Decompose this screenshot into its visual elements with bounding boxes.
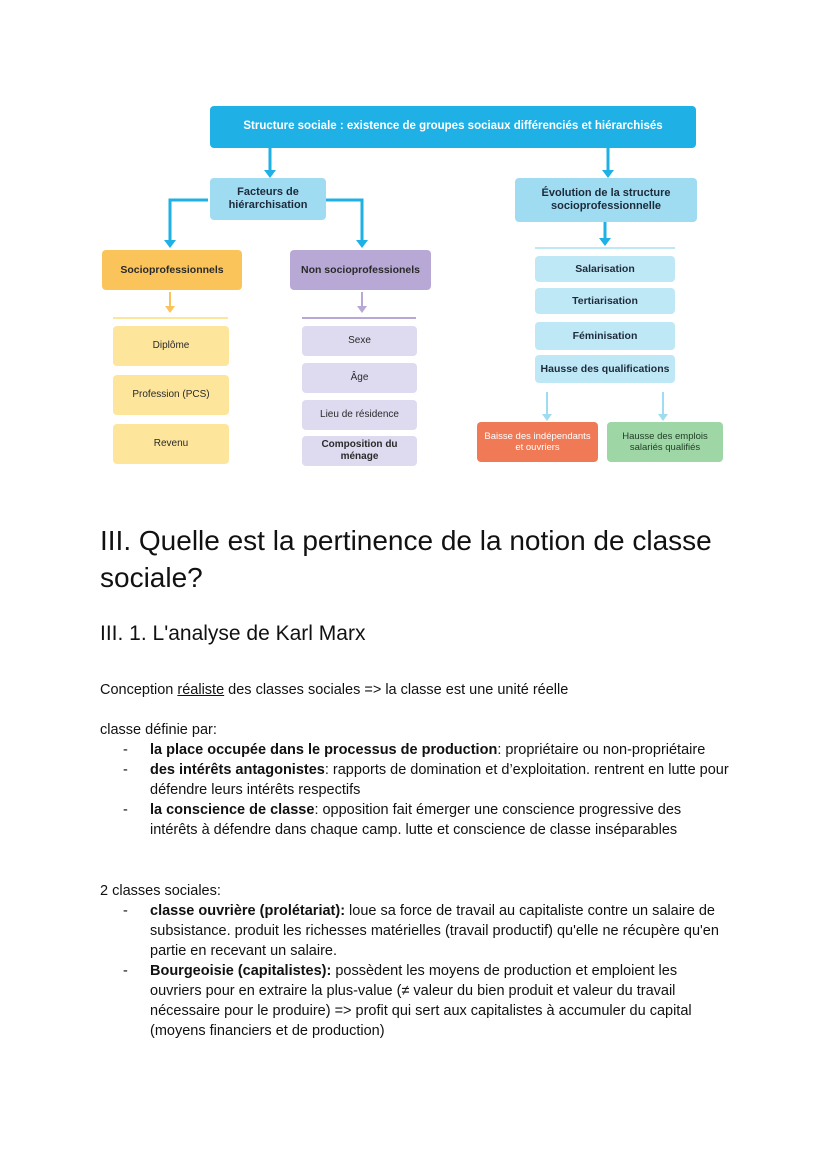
diagram-title: Structure sociale : existence de groupes sociaux différenciés et hiérarchisés <box>210 106 696 148</box>
hausse-line1: Hausse des emplois <box>622 430 708 442</box>
item-text: loue sa force de travail au capitaliste contre un salaire de subsistance. produit les richesses matérielles (travail productif) qu'elle ne récupère qu'en partie en recevant un salaire. <box>150 903 719 959</box>
list-marker: - <box>123 903 128 919</box>
list-marker: - <box>123 762 128 778</box>
facteurs-line1: Facteurs de <box>237 185 299 198</box>
conception-paragraph <box>100 680 568 700</box>
section-heading: III. Quelle est la pertinence de la notion de classe sociale? <box>100 525 712 593</box>
nonsocio-item-composition: Composition du ménage <box>302 436 417 466</box>
evolution-item-qualifications: Hausse des qualifications <box>535 355 675 383</box>
classe-definie-list <box>120 740 732 840</box>
facteurs-line2: hiérarchisation <box>228 199 308 211</box>
arrow-facteurs-to-nonsocio <box>325 200 362 242</box>
list-item <box>120 760 732 800</box>
subsection-heading: III. 1. L'analyse de Karl Marx <box>100 622 366 645</box>
conception-after: des classes sociales => la classe est une unité réelle <box>224 682 569 698</box>
evolution-box <box>515 178 697 222</box>
item-text: possèdent les moyens de production et emploient les ouvriers pour en extraire la plus-value (≠ valeur du bien produit et valeur du travail nécessaire pour le produire) => profit qui sert aux capitalistes à accumuler du capital (moyens financiers et de production) <box>150 963 692 1039</box>
evolution-item-salarisation: Salarisation <box>535 256 675 282</box>
item-bold: Bourgeoisie (capitalistes): <box>150 963 332 979</box>
list-item <box>120 961 732 1041</box>
nonsocio-item-sexe: Sexe <box>302 326 417 356</box>
baisse-line2: et ouvriers <box>515 442 560 453</box>
item-bold: classe ouvrière (prolétariat): <box>150 903 346 919</box>
evolution-item-feminisation: Féminisation <box>535 322 675 350</box>
list-item <box>120 800 732 840</box>
nonsocio-item-lieu: Lieu de résidence <box>302 400 417 430</box>
item-bold: la place occupée dans le processus de production <box>150 742 498 758</box>
deux-classes-intro: 2 classes sociales: <box>100 883 221 899</box>
socio-item-revenu: Revenu <box>113 424 229 464</box>
item-text: : opposition fait émerger une conscience progressive des intérêts à défendre dans chaque camp. lutte et conscience de classe inséparables <box>150 802 682 838</box>
hausse-line2: salariés qualifiés <box>629 442 701 453</box>
socio-item-diplome: Diplôme <box>113 326 229 366</box>
list-marker: - <box>123 963 128 979</box>
item-text: : propriétaire ou non-propriétaire <box>497 742 706 758</box>
arrow-facteurs-to-socio <box>170 200 208 242</box>
deux-classes-list <box>120 901 732 1041</box>
baisse-line1: Baisse des indépendants <box>484 430 591 442</box>
evolution-line2: socioprofessionnelle <box>550 200 662 212</box>
item-text: : rapports de domination et d’exploitation. rentrent en lutte pour défendre leurs intérêts respectifs <box>150 762 729 798</box>
nonsocio-box: Non socioprofessionels <box>290 250 431 290</box>
baisse-box <box>477 422 598 462</box>
nonsocio-item-age: Âge <box>302 363 417 393</box>
list-marker: - <box>123 802 128 818</box>
classe-definie-intro: classe définie par: <box>100 722 217 738</box>
evolution-line1: Évolution de la structure <box>541 186 671 199</box>
social-structure-diagram <box>0 0 828 480</box>
conception-underlined: réaliste <box>177 682 225 698</box>
socio-box: Socioprofessionnels <box>102 250 242 290</box>
list-marker: - <box>123 742 128 758</box>
socio-item-profession: Profession (PCS) <box>113 375 229 415</box>
facteurs-box <box>210 178 326 220</box>
conception-before: Conception <box>100 682 178 698</box>
hausse-box <box>607 422 723 462</box>
item-bold: la conscience de classe <box>150 802 315 818</box>
evolution-item-tertiarisation: Tertiarisation <box>535 288 675 314</box>
list-item <box>120 901 732 961</box>
list-item <box>120 740 732 760</box>
item-bold: des intérêts antagonistes <box>150 762 325 778</box>
